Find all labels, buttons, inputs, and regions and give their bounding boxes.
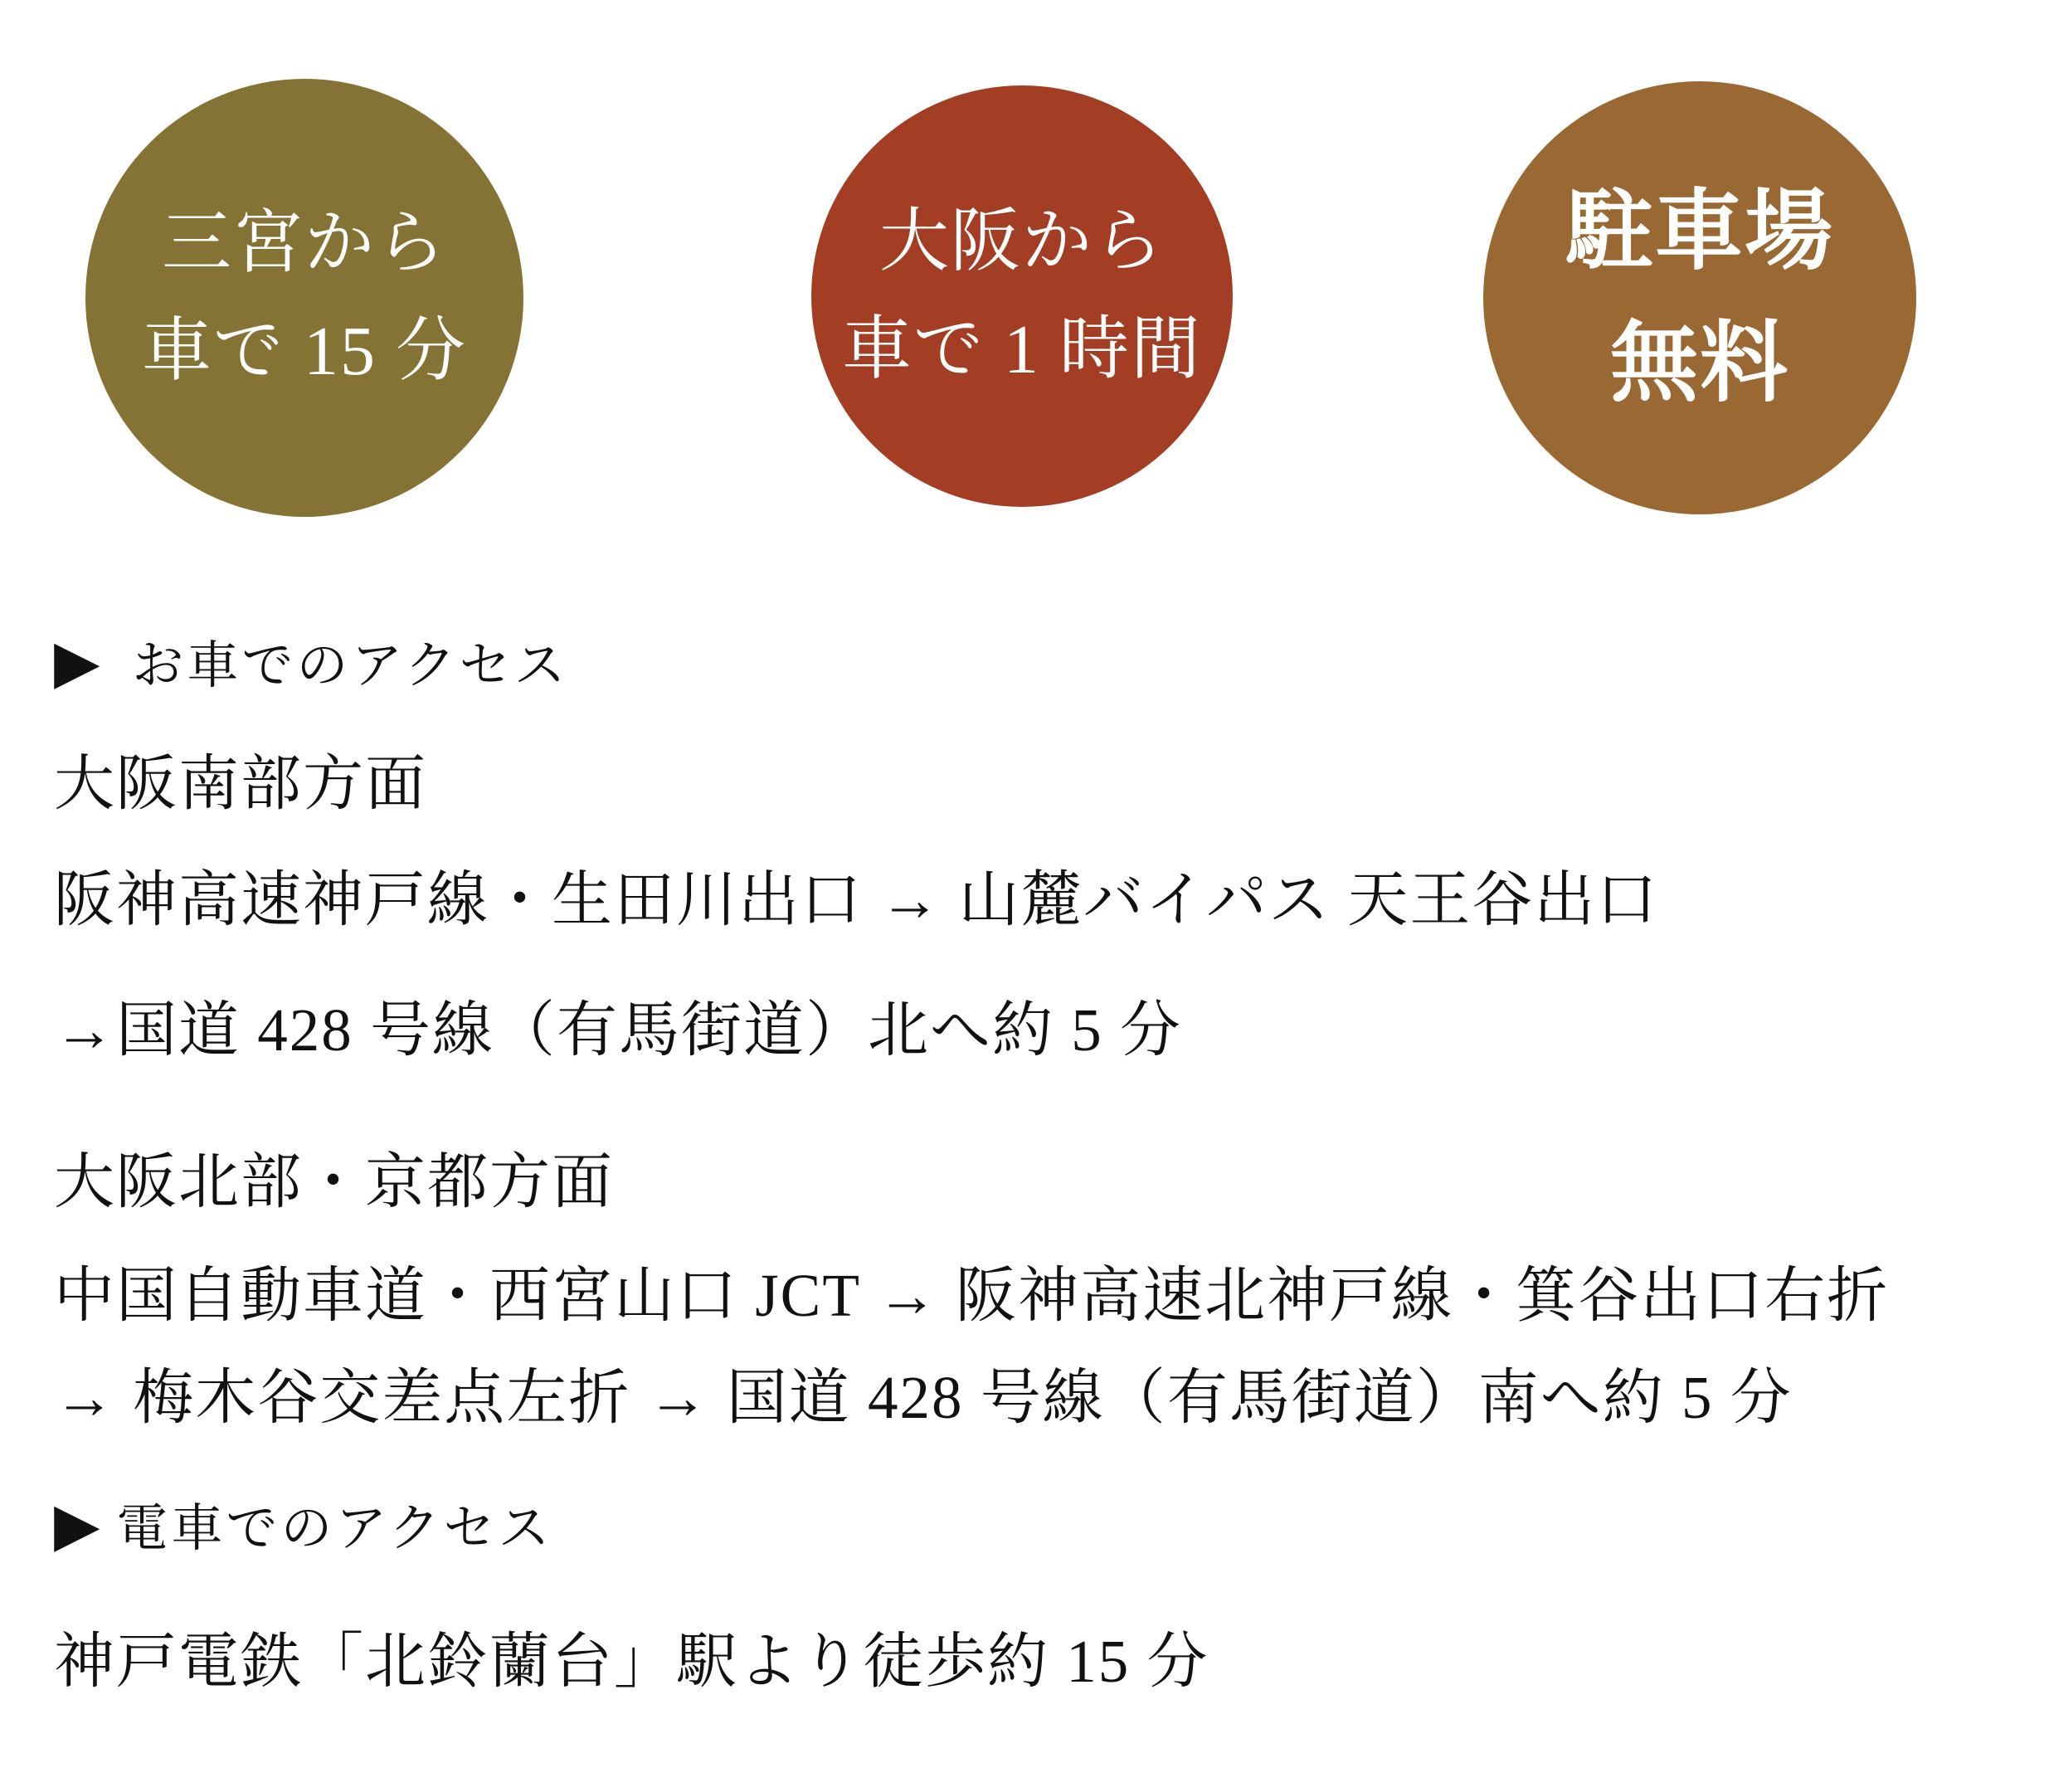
- badge-sannomiya-circle: [85, 79, 523, 517]
- badge-parking-circle: [1483, 81, 1916, 514]
- badge-osaka-circle: [811, 85, 1233, 507]
- car-access-heading-title: お車でのアクセス: [132, 638, 569, 694]
- badge-text-line: 三宮から: [161, 204, 447, 282]
- badge-text-line: 車で 1 時間: [841, 311, 1202, 388]
- train-access-heading-title: 電車でのアクセス: [116, 1501, 553, 1557]
- car-access-heading: [54, 624, 569, 698]
- route-line-north-2: → 梅木谷交差点左折 → 国道 428 号線（有馬街道）南へ約 5 分: [54, 1364, 1793, 1431]
- osaka-north-kyoto-label: 大阪北部・京都方面: [54, 1148, 614, 1215]
- badge-text-line: 車で 15 分: [141, 313, 467, 390]
- route-line-north-1: 中国自動車道・西宮山口 JCT → 阪神高速北神戸線・箕谷出口右折: [54, 1262, 1890, 1329]
- badge-text-line: 駐車場: [1565, 183, 1834, 280]
- badge-text-line: 大阪から: [878, 202, 1165, 280]
- play-marker-icon: ▶: [54, 1488, 104, 1559]
- play-marker-icon: ▶: [54, 626, 104, 696]
- route-line-south-2: →国道 428 号線（有馬街道）北へ約 5 分: [54, 996, 1182, 1064]
- route-line-south-1: 阪神高速神戸線・生田川出口 → 山麓バイパス 天王谷出口: [54, 866, 1659, 933]
- train-access-heading: [54, 1487, 553, 1561]
- osaka-south-label: 大阪南部方面: [54, 750, 427, 817]
- badge-text-line: 無料: [1610, 315, 1789, 412]
- train-route-line: 神戸電鉄「北鈴蘭台」駅より徒歩約 15 分: [54, 1628, 1209, 1695]
